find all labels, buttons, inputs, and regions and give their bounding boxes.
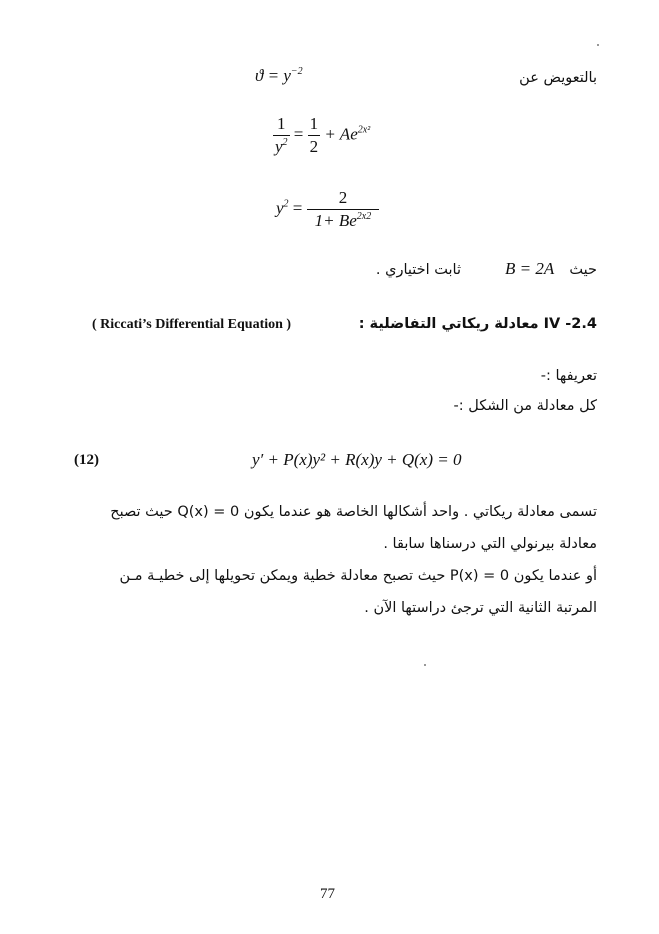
eq2-den-exp: 2x2 bbox=[356, 211, 372, 222]
eq2-lhs: y bbox=[276, 198, 284, 218]
substitution-exponent: −2 bbox=[290, 66, 303, 77]
eq1-lhs-den-exp: 2 bbox=[282, 137, 288, 148]
page-number: 77 bbox=[320, 886, 335, 902]
eq1-lhs-den bbox=[273, 135, 290, 157]
scan-speck bbox=[597, 44, 599, 46]
where-equation: B = 2A bbox=[505, 259, 555, 278]
eq2-fraction bbox=[307, 188, 380, 231]
eq1-lhs-fraction bbox=[273, 114, 290, 157]
section-arabic-title: IV -2.4 معادلة ريكاتي التفاضلية : bbox=[358, 316, 597, 332]
equation-1 bbox=[273, 114, 370, 157]
equation-2 bbox=[276, 188, 379, 231]
eq1-rhs-den: 2 bbox=[309, 137, 319, 156]
eq1-rhs-fraction bbox=[308, 114, 321, 157]
eq1-plus-term: + Ae bbox=[324, 124, 358, 144]
eq2-equals: = bbox=[292, 198, 303, 218]
eq1-equals: = bbox=[293, 124, 304, 144]
substitution-equation-text: ϑ = y bbox=[255, 66, 291, 85]
equation-number: (12) bbox=[74, 452, 99, 468]
eq2-lhs-exp: 2 bbox=[283, 198, 289, 210]
substitution-label: بالتعويض عن bbox=[519, 70, 597, 86]
where-text: ثابت اختياري . bbox=[375, 262, 461, 278]
equation-12: y′ + P(x)y² + R(x)y + Q(x) = 0 bbox=[252, 450, 462, 469]
definition-label: تعريفها :- bbox=[540, 368, 597, 384]
paragraph-line-4: المرتبة الثانية التي ترجئ دراستها الآن . bbox=[364, 600, 597, 616]
paragraph-line-3: أو عندما يكون P(x) = 0 حيث تصبح معادلة خطية ويمكن تحويلها إلى خطيـة مـن bbox=[119, 568, 597, 584]
substitution-equation bbox=[255, 66, 303, 86]
definition-form-label: كل معادلة من الشكل :- bbox=[453, 398, 597, 414]
eq1-lhs-num: 1 bbox=[277, 114, 286, 133]
eq1-plus-exp: 2x² bbox=[357, 124, 371, 136]
eq2-den-base: 1+ Be bbox=[314, 211, 357, 230]
eq2-den bbox=[307, 209, 380, 231]
where-word: حيث bbox=[569, 262, 597, 278]
eq1-rhs-num: 1 bbox=[309, 114, 319, 133]
section-english-title: ( Riccati’s Differential Equation ) bbox=[92, 317, 292, 332]
eq1-lhs-den-base: y bbox=[275, 137, 283, 156]
scan-speck bbox=[424, 664, 426, 666]
paragraph-line-1: تسمى معادلة ريكاتي . واحد أشكالها الخاصة هو عندما يكون Q(x) = 0 حيث تصبح bbox=[110, 504, 597, 520]
eq2-num: 2 bbox=[338, 188, 348, 207]
paragraph-line-2: معادلة بيرنولي التي درسناها سابقا . bbox=[383, 536, 597, 552]
